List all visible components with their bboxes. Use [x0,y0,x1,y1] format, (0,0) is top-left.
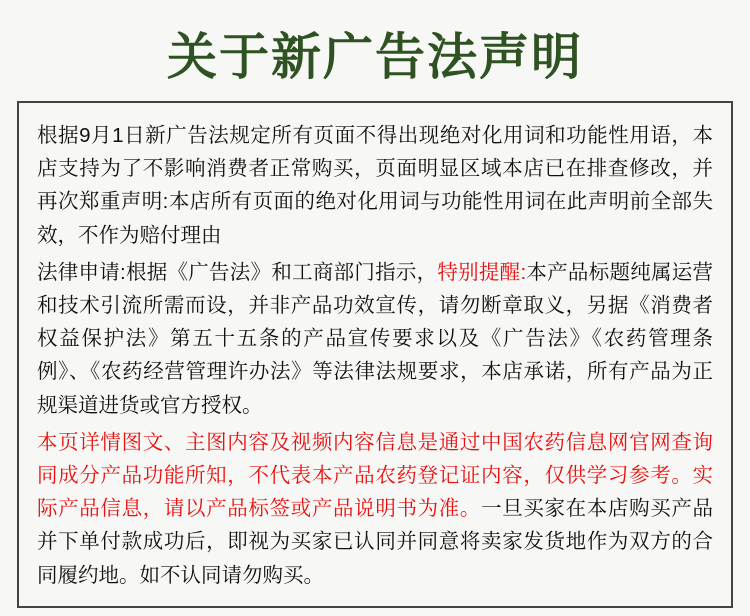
statement-body-box [17,101,733,608]
paragraph-1-segment-1: 根据9月1日新广告法规定所有页面不得出现绝对化用词和功能性用语，本店支持为了不影响消费者正常购买，页面明显区域本店已在排查修改，并再次郑重声明:本店所有页面的绝对化用词与功能性用词在此声明前全部失效，不作为赔付理由 [37,124,713,247]
paragraph-3-black-segment: 一旦买家在本店购买产品并下单付款成功后，即视为买家已认同并同意将卖家发货地作为双方的合同履约地。如不认同请勿购买。 [37,497,714,587]
statement-paragraph-2 [37,256,713,422]
paragraph-2-segment-1: 法律申请:根据《广告法》和工商部门指示， [37,260,438,284]
paragraph-3-red-segment: 本页详情图文、主图内容及视频内容信息是通过中国农药信息网官网查询同成分产品功能所知，不代表本产品农药登记证内容，仅供学习参考。实际产品信息，请以产品标签或产品说明书为准。 [37,430,713,521]
paragraph-2-segment-3: 本产品标题纯属运营和技术引流所需而设，并非产品功效宣传，请勿断章取义，另据《消费者权益保护法》第五十五条的产品宣传要求以及《广告法》《农药管理条例》、《农药经营管理许办法》等法律法规要求，本店承诺，所有产品为正规渠道进货或官方授权。 [37,260,713,417]
page-title: 关于新广告法声明 [167,29,583,85]
statement-paragraph-1 [37,119,713,252]
statement-paragraph-3 [37,426,713,592]
paragraph-2-highlight-notice: 特别提醒: [437,260,527,284]
